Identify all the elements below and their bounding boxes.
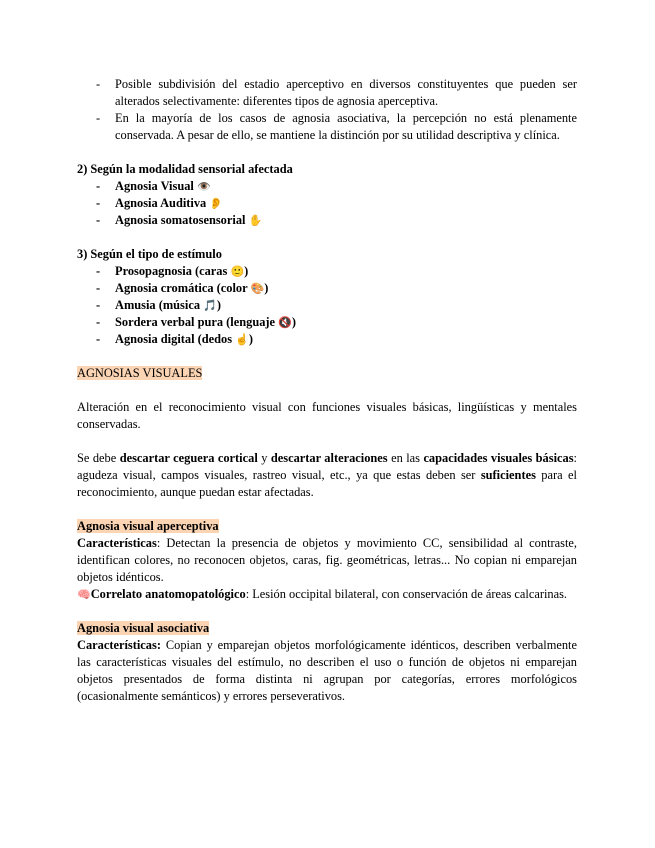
aperceptiva-heading: Agnosia visual aperceptiva <box>77 519 219 533</box>
eye-icon: 👁️ <box>196 180 211 193</box>
bullet-item: - Posible subdivisión del estadio aperceptivo en diversos constituyentes que pueden ser alterados selectivamente: diferentes tipos de agnosia aperceptiva. <box>96 77 577 108</box>
paragraph: Alteración en el reconocimiento visual con funciones visuales básicas, lingüísticas y mentales conservadas. <box>77 400 577 431</box>
list-item: - Agnosia digital (dedos ☝️) <box>96 332 253 346</box>
list-item: - Agnosia Visual 👁️ <box>96 179 211 193</box>
list-item: - Agnosia Auditiva 👂 <box>96 196 224 210</box>
asociativa-heading: Agnosia visual asociativa <box>77 621 210 635</box>
paragraph: Se debe descartar ceguera cortical y descartar alteraciones en las capacidades visuales básicas: agudeza visual, campos visuales, rastreo visual, etc., ya que estas deben ser suficientes para el reconocimiento, aunque puedan estar afectadas. <box>77 451 577 499</box>
ear-icon: 👂 <box>209 197 224 210</box>
list-item: - Agnosia somatosensorial ✋ <box>96 213 263 227</box>
agnosias-visuales-heading: AGNOSIAS VISUALES <box>77 366 203 380</box>
palette-icon: 🎨 <box>250 282 265 295</box>
list-item: - Amusia (música 🎵) <box>96 298 221 312</box>
section-heading: 3) Según el tipo de estímulo <box>77 247 222 261</box>
list-item: - Sordera verbal pura (lenguaje 🔇) <box>96 315 296 329</box>
bullet-item: - En la mayoría de los casos de agnosia asociativa, la percepción no está plenamente conservada. A pesar de ello, se mantiene la distinción por su utilidad descriptiva y clínica. <box>96 111 577 142</box>
paragraph: 🧠Correlato anatomopatológico: Lesión occipital bilateral, con conservación de áreas calcarinas. <box>77 587 568 601</box>
paragraph: Características: Copian y emparejan objetos morfológicamente idénticos, describen verbalmente las características visuales del estímulo, no describen el uso o función de objetos ni emparejan objetos presentados de forma distinta ni agrupan por categorías, errores morfológicos (ocasionalmente semánticos) y errores perseverativos. <box>77 638 577 703</box>
hand-icon: ✋ <box>248 214 263 227</box>
face-icon: 🙂 <box>230 265 245 278</box>
list-item: - Prosopagnosia (caras 🙂) <box>96 264 249 278</box>
paragraph: Características: Detectan la presencia de objetos y movimiento CC, sensibilidad al contraste, identifican colores, no reconocen objetos, caras, fig. geométricas, letras... No copian ni emparejan objetos idénticos. <box>77 536 577 584</box>
list-item: - Agnosia cromática (color 🎨) <box>96 281 269 295</box>
mute-icon: 🔇 <box>278 316 292 329</box>
pointing-finger-icon: ☝️ <box>235 333 249 346</box>
brain-icon: 🧠 <box>77 588 91 601</box>
document-page <box>77 76 577 705</box>
section-heading: 2) Según la modalidad sensorial afectada <box>77 162 293 176</box>
music-note-icon: 🎵 <box>203 299 217 312</box>
